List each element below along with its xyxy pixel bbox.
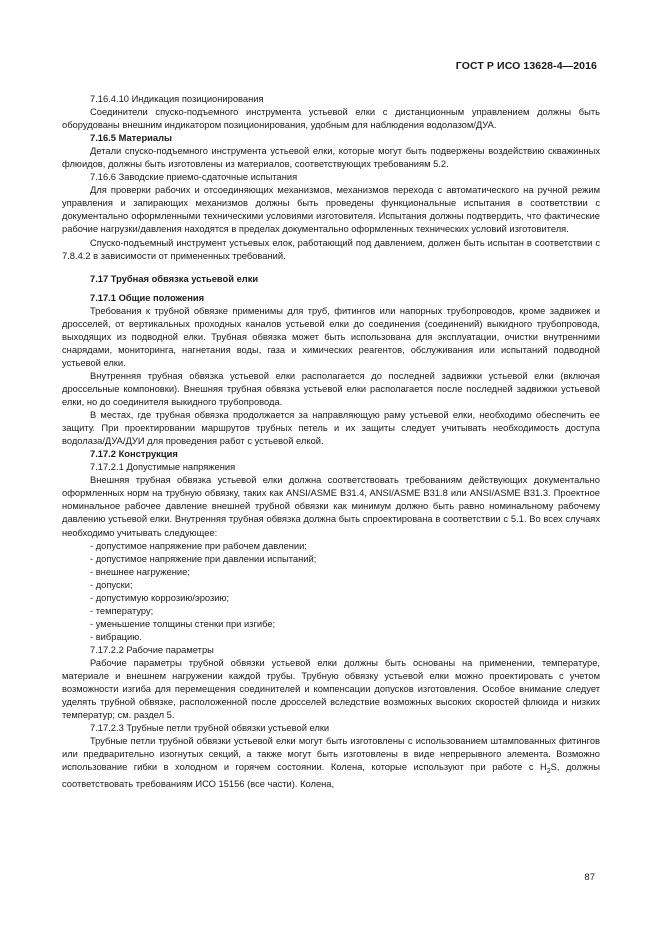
list-item: - допустимое напряжение при давлении испытаний; — [90, 553, 317, 564]
body-paragraph: Требования к трубной обвязке применимы для труб, фитингов или напорных трубопроводов, кроме задвижек и дросселей, от вертикальных проходных каналов устьевой елки до соединения (соединений) выкидного трубопровода, выходящих из подводной елки. Трубная обвязка может быть использована для эксплуатации, очистки внутренними снарядами, мониторинга, нагнетания воды, газа и химических реагентов, обслуживания или испытаний подводной устьевой елки. — [62, 305, 600, 368]
subsection-heading: 7.16.6 Заводские приемо-сдаточные испытания — [90, 172, 298, 183]
body-paragraph: Внешняя трубная обвязка устьевой елки должна соответствовать требованиям действующих документально оформленных норм на трубную обвязку, таких как ANSI/ASME B31.4, ANSI/ASME B31.8 или ANSI/ASME B31.3. Проектное номинальное рабочее давление внешней трубной обвязки как минимум должно быть равно номинальному рабочему давлению устьевой елки. Внутренняя трубная обвязка должна быть спроектирована в соответствии с 5.1. Во всех случаях необходимо учитывать следующее: — [62, 475, 600, 538]
body-paragraph-last — [62, 735, 600, 791]
subsection-heading: 7.17.2.2 Рабочие параметры — [90, 644, 214, 655]
body-paragraph: В местах, где трубная обвязка продолжается за направляющую раму устьевой елки, необходимо обеспечить ее защиту. При проектировании маршрутов трубных петель и их защиты следует учитывать необходимость доступа водолаза/ДУА/ДУИ для проведения работ с устьевой елкой. — [62, 410, 600, 447]
subsection-heading: 7.17.2.3 Трубные петли трубной обвязки устьевой елки — [90, 723, 330, 734]
body-paragraph: Соединители спуско-подъемного инструмента устьевой елки с дистанционным управлением должны быть оборудованы внешним индикатором позиционирования, удобным для наблюдения водолазом/ДУА. — [62, 107, 600, 131]
body-paragraph: Рабочие параметры трубной обвязки устьевой елки должны быть основаны на применении, температуре, материале и внешнем нагружении каждой трубы. Трубную обвязку устьевой елки можно проектировать с учетом возможности изгиба для перемещения соединителей и компенсации допусков изготовления. Особое внимание следует уделять трубной обвязке, расположенной после дросселей вследствие возможных высоких скоростей флюида и низких температур; см. раздел 5. — [62, 657, 600, 721]
page-number: 87 — [584, 872, 595, 883]
subsection-heading: 7.16.4.10 Индикация позиционирования — [90, 94, 264, 104]
list-item: - температуру; — [90, 605, 154, 616]
body-paragraph: Внутренняя трубная обвязка устьевой елки располагается до последней задвижки устьевой елки (включая дроссельные компоновки). Внешняя трубная обвязка устьевой елки располагается после последней задвижки устьевой елки, но до соединителя выкидного трубопровода. — [62, 370, 600, 408]
list-item: - допустимое напряжение при рабочем давлении; — [90, 540, 307, 551]
body-paragraph: Спуско-подъемный инструмент устьевых елок, работающий под давлением, должен быть испытан в соответствии с 7.8.4.2 в зависимости от примененных требований. — [62, 237, 600, 261]
subsection-heading: 7.17.1 Общие положения — [90, 292, 205, 303]
text-run: S, должны соответствовать требованиям ИСО 15156 (все части). Колена, — [62, 762, 601, 790]
list-item: - допустимую коррозию/эрозию; — [90, 592, 230, 603]
section-heading: 7.17 Трубная обвязка устьевой елки — [90, 273, 259, 284]
list-item: - внешнее нагружение; — [90, 566, 190, 577]
body-paragraph: Для проверки рабочих и отсоединяющих механизмов, механизмов перехода с автоматического на ручной режим управления и запирающих механизмов должны быть проведены функциональные испытания в соответствии с документально оформленными техническими условиями изготовителя. Испытания должны подтвердить, что фактические рабочие нагрузки/давления находятся в пределах документально оформленных технических условий изготовителя. — [62, 185, 600, 235]
subscript: 2 — [546, 768, 551, 776]
subsection-heading: 7.16.5 Материалы — [90, 133, 173, 144]
subsection-heading: 7.17.2 Конструкция — [90, 449, 178, 460]
page-content — [62, 93, 600, 791]
text-run: Трубные петли трубной обвязки устьевой елки могут быть изготовлены с использованием штампованных фитингов или предварительно изогнутых секций, а также могут быть изготовлены в виде непрерывного элемента. Возможно использование гибки в холодном и горячем состоянии. Колена, которые используют при работе с H — [62, 736, 600, 773]
list-item: - допуски; — [90, 579, 133, 590]
list-item: - уменьшение толщины стенки при изгибе; — [90, 618, 276, 629]
document-header: ГОСТ Р ИСО 13628-4—2016 — [455, 60, 597, 72]
body-paragraph: Детали спуско-подъемного инструмента устьевой елки, которые могут быть подвержены воздействию скважинных флюидов, должны быть изготовлены из материалов, соответствующих требованиям 5.2. — [62, 146, 600, 170]
subsection-heading: 7.17.2.1 Допустимые напряжения — [90, 462, 236, 473]
list-item: - вибрацию. — [90, 631, 142, 642]
